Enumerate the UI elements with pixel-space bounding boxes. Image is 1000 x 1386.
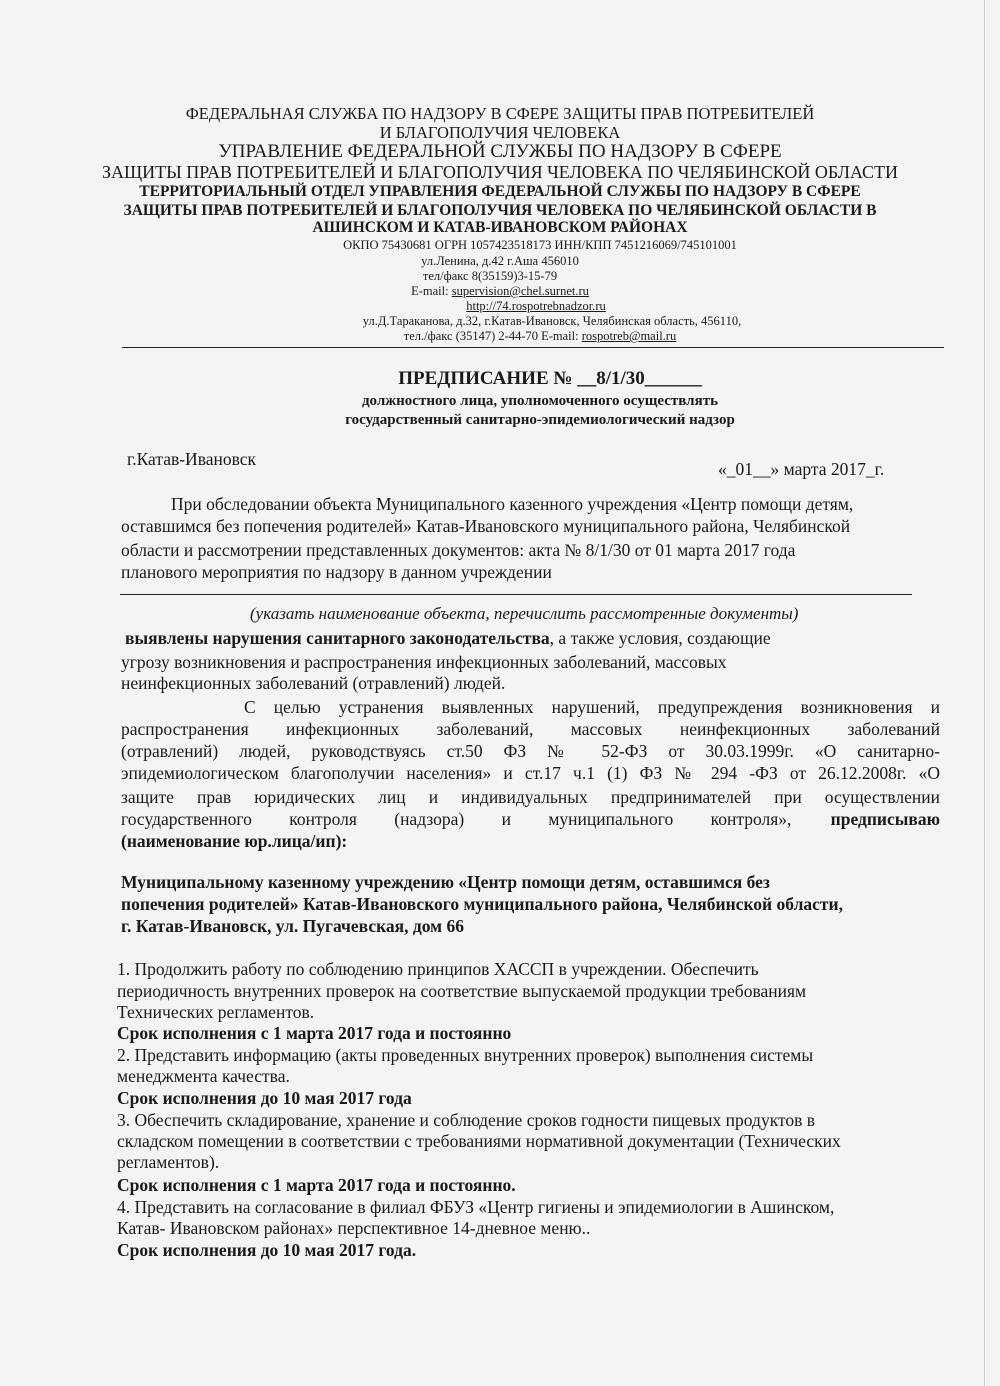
violations-bold: выявлены нарушения санитарного законодательства	[125, 628, 550, 648]
office-address: ул.Ленина, д.42 г.Аша 456010	[421, 254, 579, 268]
purpose-line6-text: государственного контроля (надзора) и муниципального контроля»,	[121, 809, 792, 829]
scan-edge-line	[984, 0, 985, 1386]
intro-line4: планового мероприятия по надзору в данном учреждении	[121, 562, 552, 582]
intro-hint: (указать наименование объекта, перечислить рассмотренные документы)	[250, 604, 799, 623]
violations-line2: угрозу возникновения и распространения инфекционных заболеваний, массовых	[121, 652, 727, 672]
purpose-line2: распространения инфекционных заболеваний, массовых неинфекционных заболеваний	[121, 719, 940, 739]
office-email-link[interactable]: supervision@chel.surnet.ru	[451, 284, 589, 298]
order-number: __8/1/30______	[577, 368, 702, 389]
office-phone: тел/факс 8(35159)3-15-79	[422, 269, 558, 283]
recipient-line3: г. Катав-Ивановск, ул. Пугачевская, дом 66	[121, 916, 464, 936]
item-1-line2: периодичность внутренних проверок на соответствие выпускаемой продукции требованиям	[117, 981, 807, 1001]
purpose-line5: защите прав юридических лиц и индивидуальных предпринимателей при осуществлении	[121, 787, 940, 807]
intro-line3: области и рассмотрении представленных документов: акта № 8/1/30 от 01 марта 2017 года	[121, 540, 796, 560]
office-email-line	[0, 284, 1000, 299]
prescribe-word: предписываю	[830, 809, 940, 829]
title-prefix: ПРЕДПИСАНИЕ №	[398, 368, 578, 389]
item-1-line1: 1. Продолжить работу по соблюдению принципов ХАССП в учреждении. Обеспечить	[117, 959, 759, 979]
agency-name-line2: И БЛАГОПОЛУЧИЯ ЧЕЛОВЕКА	[379, 123, 621, 142]
document-title	[50, 368, 1000, 390]
item-2-line2: менеджмента качества.	[117, 1066, 290, 1086]
branch-phone: тел./факс (35147) 2-44-70 E-mail:	[403, 329, 582, 343]
purpose-line4: эпидемиологическом благополучии населения» и ст.17 ч.1 (1) ФЗ № 294 -ФЗ от 26.12.2008г. «О	[121, 763, 940, 783]
issue-date: «_01__» марта 2017_г.	[718, 459, 885, 479]
intro-underline	[120, 594, 912, 595]
item-3-line2: складском помещении в соответствии с требованиями нормативной документации (Технических	[117, 1131, 841, 1151]
item-2-deadline: Срок исполнения до 10 мая 2017 года	[117, 1088, 412, 1108]
header-divider	[122, 347, 944, 348]
violations-line1	[125, 628, 771, 649]
email-label: E-mail:	[411, 284, 452, 298]
branch-address: ул.Д.Тараканова, д.32, г.Катав-Ивановск, Челябинская область, 456110,	[362, 314, 742, 328]
branch-phone-line	[40, 329, 1000, 344]
recipient-line1: Муниципальному казенному учреждению «Центр помощи детям, оставшимся без	[121, 872, 770, 892]
item-3-line1: 3. Обеспечить складирование, хранение и соблюдение сроков годности пищевых продуктов в	[117, 1110, 816, 1130]
office-name-line3: АШИНСКОМ И КАТАВ-ИВАНОВСКОМ РАЙОНАХ	[312, 219, 688, 236]
department-name-line1: УПРАВЛЕНИЕ ФЕДЕРАЛЬНОЙ СЛУЖБЫ ПО НАДЗОРУ В СФЕРЕ	[218, 141, 782, 162]
intro-line2: оставшимся без попечения родителей» Катав-Ивановского муниципального района, Челябинской	[121, 516, 851, 536]
purpose-line7: (наименование юр.лица/ип):	[121, 831, 348, 851]
violations-rest: , а также условия, создающие	[549, 628, 771, 648]
item-2-line1: 2. Представить информацию (акты проведенных внутренних проверок) выполнения системы	[117, 1045, 814, 1065]
office-name-line2: ЗАЩИТЫ ПРАВ ПОТРЕБИТЕЛЕЙ И БЛАГОПОЛУЧИЯ ЧЕЛОВЕКА ПО ЧЕЛЯБИНСКОЙ ОБЛАСТИ В	[123, 202, 877, 219]
item-3-line3: регламентов).	[117, 1152, 220, 1172]
item-4-line2: Катав- Ивановском районах» перспективное 14-дневное меню..	[117, 1218, 591, 1238]
purpose-line1: С целью устранения выявленных нарушений, предупреждения возникновения и	[244, 697, 940, 717]
item-3-deadline: Срок исполнения с 1 марта 2017 года и постоянно.	[117, 1175, 516, 1195]
item-1-line3: Технических регламентов.	[117, 1002, 315, 1022]
intro-line1: При обследовании объекта Муниципального казенного учреждения «Центр помощи детям,	[171, 494, 854, 514]
office-name-line1: ТЕРРИТОРИАЛЬНЫЙ ОТДЕЛ УПРАВЛЕНИЯ ФЕДЕРАЛЬНОЙ СЛУЖБЫ ПО НАДЗОРУ В СФЕРЕ	[139, 183, 861, 200]
registration-codes: ОКПО 75430681 ОГРН 1057423518173 ИНН/КПП 7451216069/745101001	[343, 238, 737, 252]
item-1-deadline: Срок исполнения с 1 марта 2017 года и постоянно	[117, 1023, 512, 1043]
title-subtitle-line2: государственный санитарно-эпидемиологический надзор	[345, 412, 735, 428]
agency-name-line1: ФЕДЕРАЛЬНАЯ СЛУЖБА ПО НАДЗОРУ В СФЕРЕ ЗАЩИТЫ ПРАВ ПОТРЕБИТЕЛЕЙ	[185, 104, 815, 123]
purpose-line6	[121, 809, 940, 830]
recipient-line2: попечения родителей» Катав-Ивановского муниципального района, Челябинской области,	[121, 894, 843, 914]
website-link[interactable]: http://74.rospotrebnadzor.ru	[466, 299, 606, 313]
department-name-line2: ЗАЩИТЫ ПРАВ ПОТРЕБИТЕЛЕЙ И БЛАГОПОЛУЧИЯ ЧЕЛОВЕКА ПО ЧЕЛЯБИНСКОЙ ОБЛАСТИ	[101, 162, 899, 182]
title-subtitle-line1: должностного лица, уполномоченного осуществлять	[361, 393, 719, 409]
violations-line3: неинфекционных заболеваний (отравлений) людей.	[121, 673, 506, 693]
branch-email-link[interactable]: rospotreb@mail.ru	[581, 329, 677, 343]
purpose-line3: (отравлений) людей, руководствуясь ст.50 ФЗ № 52-ФЗ от 30.03.1999г. «О санитарно-	[121, 741, 940, 761]
place-of-issue: г.Катав-Ивановск	[127, 449, 257, 469]
item-4-deadline: Срок исполнения до 10 мая 2017 года.	[117, 1240, 417, 1260]
item-4-line1: 4. Представить на согласование в филиал ФБУЗ «Центр гигиены и эпидемиологии в Ашинском,	[117, 1197, 835, 1217]
